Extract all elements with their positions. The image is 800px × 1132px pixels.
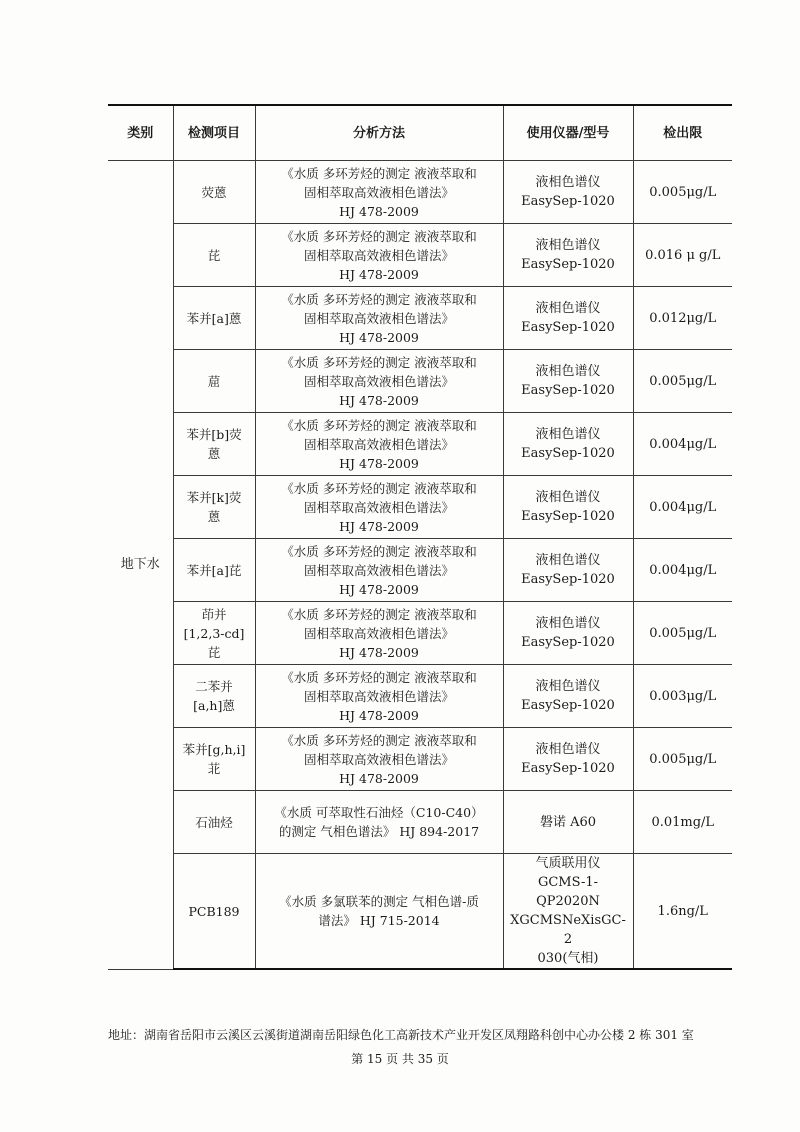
item-cell: 茚并 [1,2,3-cd] 芘	[173, 602, 255, 665]
method-cell: 《水质 多环芳烃的测定 液液萃取和 固相萃取高效液相色谱法》 HJ 478-2009	[255, 161, 503, 224]
limit-cell: 0.012μg/L	[633, 287, 732, 350]
instrument-cell: 液相色谱仪 EasySep-1020	[503, 602, 633, 665]
table-row	[108, 476, 732, 539]
method-cell: 《水质 多环芳烃的测定 液液萃取和 固相萃取高效液相色谱法》 HJ 478-2009	[255, 287, 503, 350]
table-row	[108, 161, 732, 224]
table-row	[108, 287, 732, 350]
item-cell: PCB189	[173, 854, 255, 970]
header-method: 分析方法	[255, 105, 503, 161]
method-cell: 《水质 多环芳烃的测定 液液萃取和 固相萃取高效液相色谱法》 HJ 478-2009	[255, 728, 503, 791]
table-row	[108, 224, 732, 287]
instrument-cell: 液相色谱仪 EasySep-1020	[503, 728, 633, 791]
method-cell: 《水质 多环芳烃的测定 液液萃取和 固相萃取高效液相色谱法》 HJ 478-2009	[255, 602, 503, 665]
table-row	[108, 602, 732, 665]
table-row	[108, 350, 732, 413]
table-row	[108, 665, 732, 728]
header-instrument: 使用仪器/型号	[503, 105, 633, 161]
limit-cell: 0.005μg/L	[633, 602, 732, 665]
limit-cell: 0.004μg/L	[633, 476, 732, 539]
category-cell: 地下水	[108, 161, 173, 970]
header-limit: 检出限	[633, 105, 732, 161]
item-cell: 苯并[g,h,i] 苝	[173, 728, 255, 791]
table-row	[108, 854, 732, 970]
header-category: 类别	[108, 105, 173, 161]
limit-cell: 0.003μg/L	[633, 665, 732, 728]
limit-cell: 0.005μg/L	[633, 728, 732, 791]
instrument-cell: 液相色谱仪 EasySep-1020	[503, 161, 633, 224]
item-cell: 芘	[173, 224, 255, 287]
item-cell: 荧蒽	[173, 161, 255, 224]
instrument-cell: 气质联用仪 GCMS-1-QP2020N XGCMSNeXisGC-2 030(气相)	[503, 854, 633, 970]
limit-cell: 0.005μg/L	[633, 161, 732, 224]
instrument-cell: 液相色谱仪 EasySep-1020	[503, 665, 633, 728]
method-cell: 《水质 可萃取性石油烃（C10-C40） 的测定 气相色谱法》 HJ 894-2017	[255, 791, 503, 854]
item-cell: 二苯并 [a,h]蒽	[173, 665, 255, 728]
item-cell: 石油烃	[173, 791, 255, 854]
item-cell: 苯并[a]蒽	[173, 287, 255, 350]
header-item: 检测项目	[173, 105, 255, 161]
page-number: 第 15 页 共 35 页	[351, 1052, 449, 1066]
item-cell: 䓛	[173, 350, 255, 413]
method-cell: 《水质 多环芳烃的测定 液液萃取和 固相萃取高效液相色谱法》 HJ 478-2009	[255, 665, 503, 728]
item-cell: 苯并[k]荧 蒽	[173, 476, 255, 539]
footer-address: 地址：湖南省岳阳市云溪区云溪街道湖南岳阳绿色化工高新技术产业开发区凤翔路科创中心办公楼 2 栋 301 室	[108, 1028, 694, 1042]
limit-cell: 0.01mg/L	[633, 791, 732, 854]
limit-cell: 0.004μg/L	[633, 539, 732, 602]
method-cell: 《水质 多环芳烃的测定 液液萃取和 固相萃取高效液相色谱法》 HJ 478-2009	[255, 350, 503, 413]
instrument-cell: 液相色谱仪 EasySep-1020	[503, 476, 633, 539]
table-row	[108, 539, 732, 602]
method-cell: 《水质 多氯联苯的测定 气相色谱-质 谱法》 HJ 715-2014	[255, 854, 503, 970]
limit-cell: 0.004μg/L	[633, 413, 732, 476]
method-cell: 《水质 多环芳烃的测定 液液萃取和 固相萃取高效液相色谱法》 HJ 478-2009	[255, 224, 503, 287]
instrument-cell: 液相色谱仪 EasySep-1020	[503, 350, 633, 413]
instrument-cell: 磐诺 A60	[503, 791, 633, 854]
method-cell: 《水质 多环芳烃的测定 液液萃取和 固相萃取高效液相色谱法》 HJ 478-2009	[255, 476, 503, 539]
instrument-cell: 液相色谱仪 EasySep-1020	[503, 224, 633, 287]
limit-cell: 0.016 μ g/L	[633, 224, 732, 287]
detection-methods-table	[108, 104, 732, 970]
item-cell: 苯并[b]荧 蒽	[173, 413, 255, 476]
method-cell: 《水质 多环芳烃的测定 液液萃取和 固相萃取高效液相色谱法》 HJ 478-2009	[255, 539, 503, 602]
table-row	[108, 791, 732, 854]
table-row	[108, 728, 732, 791]
limit-cell: 1.6ng/L	[633, 854, 732, 970]
item-cell: 苯并[a]芘	[173, 539, 255, 602]
table-header-row	[108, 105, 732, 161]
table-body	[108, 161, 732, 970]
table-row	[108, 413, 732, 476]
limit-cell: 0.005μg/L	[633, 350, 732, 413]
method-cell: 《水质 多环芳烃的测定 液液萃取和 固相萃取高效液相色谱法》 HJ 478-2009	[255, 413, 503, 476]
instrument-cell: 液相色谱仪 EasySep-1020	[503, 539, 633, 602]
instrument-cell: 液相色谱仪 EasySep-1020	[503, 413, 633, 476]
instrument-cell: 液相色谱仪 EasySep-1020	[503, 287, 633, 350]
